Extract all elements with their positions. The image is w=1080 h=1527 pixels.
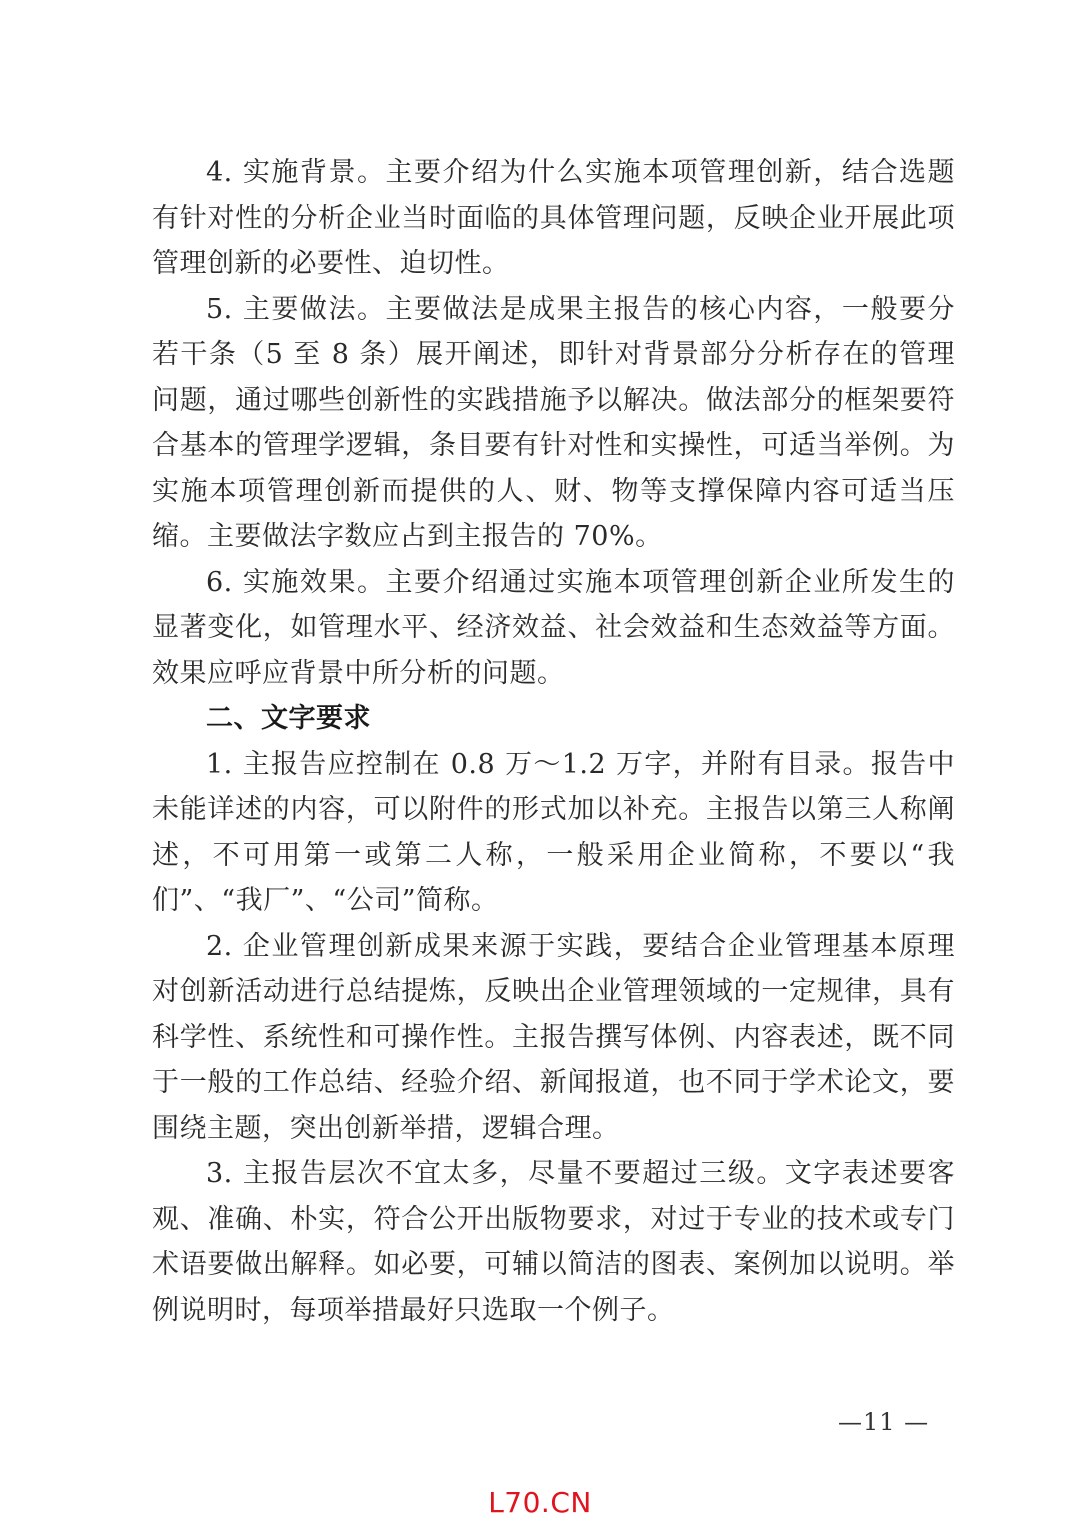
paragraph-implementation-effects: 6. 实施效果。主要介绍通过实施本项管理创新企业所发生的显著变化，如管理水平、经济效益、社会效益和生态效益等方面。效果应呼应背景中所分析的问题。 [152,566,955,689]
paragraph-innovation-source: 2. 企业管理创新成果来源于实践，要结合企业管理基本原理对创新活动进行总结提炼，反映出企业管理领域的一定规律，具有科学性、系统性和可操作性。主报告撰写体例、内容表述，既不同于一般的工作总结、经验介绍、新闻报道，也不同于学术论文，要围绕主题，突出创新举措，逻辑合理。 [152,930,955,1144]
page-number: —11 — [838,1408,930,1436]
paragraph-report-length: 1. 主报告应控制在 0.8 万～1.2 万字，并附有目录。报告中未能详述的内容，可以附件的形式加以补充。主报告以第三人称阐述，不可用第一或第二人称，一般采用企业简称，不要以“我们”、“我厂”、“公司”简称。 [152,748,955,916]
paragraph-main-practices: 5. 主要做法。主要做法是成果主报告的核心内容，一般要分若干条（5 至 8 条）展开阐述，即针对背景部分分析存在的管理问题，通过哪些创新性的实践措施予以解决。做法部分的框架要符合基本的管理学逻辑，条目要有针对性和实操性，可适当举例。为实施本项管理创新而提供的人、财、物等支撑保障内容可适当压缩。主要做法字数应占到主报告的 70%。 [152,293,955,552]
document-body [152,150,955,1333]
paragraph-report-levels: 3. 主报告层次不宜太多，尽量不要超过三级。文字表述要客观、准确、朴实，符合公开出版物要求，对过于专业的技术或专门术语要做出解释。如必要，可辅以简洁的图表、案例加以说明。举例说明时，每项举措最好只选取一个例子。 [152,1158,955,1326]
watermark-logo: L70.CN [488,1486,592,1519]
section-heading-text-requirements: 二、文字要求 [206,703,371,734]
paragraph-implementation-background: 4. 实施背景。主要介绍为什么实施本项管理创新，结合选题有针对性的分析企业当时面临的具体管理问题，反映企业开展此项管理创新的必要性、迫切性。 [152,157,955,279]
